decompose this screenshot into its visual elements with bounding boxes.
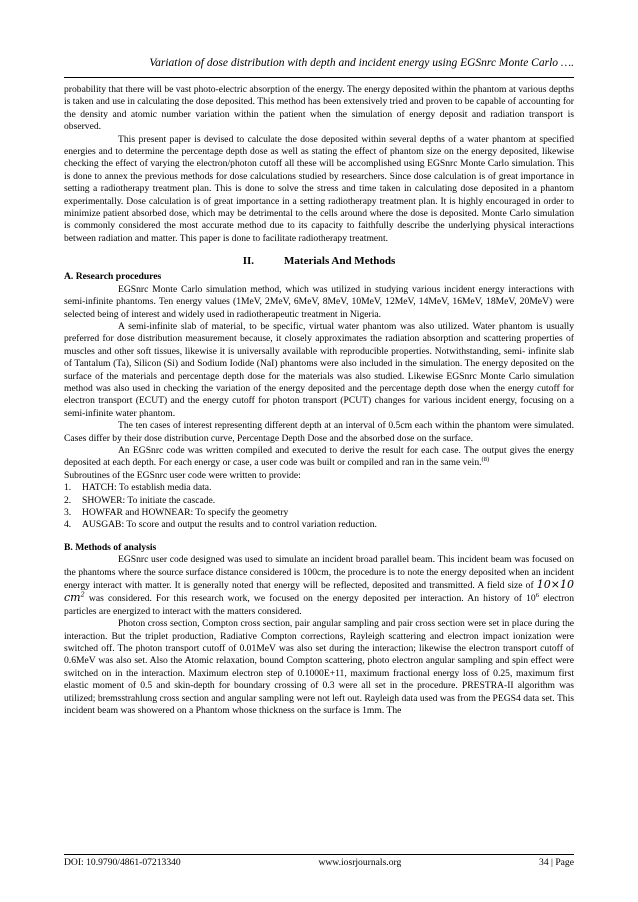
list-text: HOWFAR and HOWNEAR: To specify the geometry: [82, 507, 289, 518]
subsection-heading: B. Methods of analysis: [64, 541, 157, 553]
doi-text: DOI: 10.9790/4861-07213340: [64, 857, 181, 868]
paragraph: A semi-infinite slab of material, to be specific, virtual water phantom was also utilized. Water phantom is usually preferred for dose distribution measurement because, it closely approximates the radiation absorption and scattering properties of muscles and other soft tissues, likewise it is universally available with reproducible properties. Notwithstanding, semi- infinite slab of Tantalum (Ta), Silicon (Si) and Sodium Iodide (NaI) phantoms were also included in the simulation. The energy deposited on the surface of the materials and percentage depth dose for the materials was also studied. Likewise EGSnrc Monte Carlo simulation method was also used in checking the variation of the energy deposited and the percentage depth dose when the energy cutoff for electron transport (ECUT) and the energy cutoff for photon transport (PCUT) changes for various incident energy, focusing on a semi-infinite water phantom.: [64, 320, 574, 419]
subsection-heading: A. Research procedures: [64, 271, 162, 283]
section-heading: [64, 254, 574, 268]
list-text: AUSGAB: To score and output the results and to control variation reduction.: [82, 519, 377, 531]
formula-text: 10×10 cm: [64, 578, 574, 605]
list-item: [64, 519, 574, 531]
list-item: [64, 495, 574, 507]
paragraph: EGSnrc Monte Carlo simulation method, which was utilized in studying various incident energy interactions with semi-infinite phantoms. Ten energy values (1MeV, 2MeV, 6MeV, 8MeV, 10MeV, 12MeV, 14MeV, 16MeV, 18MeV, 20MeV) were selected being of interest and widely used in radiotherapeutic treatment in Nigeria.: [64, 283, 574, 320]
header-rule: [64, 77, 574, 78]
paragraph: The ten cases of interest representing different depth at an interval of 0.5cm each within the phantom were simulated. Cases differ by their dose distribution curve, Percentage Depth Dose and the absorbed dose on the surface.: [64, 420, 574, 444]
list-number: 1.: [64, 482, 72, 494]
section-title: Materials And Methods: [284, 255, 396, 268]
section-number: II.: [242, 255, 255, 268]
paragraph: [64, 445, 574, 470]
exponent: 6: [535, 592, 539, 600]
list-item: [64, 482, 574, 494]
paragraph: Subroutines of the EGSnrc user code were written to provide:: [64, 469, 301, 481]
list-item: [64, 507, 574, 519]
paragraph-text: EGSnrc user code designed was used to simulate an incident broad parallel beam. This incident beam was focused on the phantoms where the source surface distance considered is 100cm, the procedure is to note the energy deposited when an incident energy interact with matter. It is generally noted that energy will be reflected, deposited and transmitted. A field size of: [64, 554, 574, 592]
running-header: Variation of dose distribution with depth and incident energy using EGSnrc Monte Carlo ….: [149, 57, 574, 69]
list-number: 2.: [64, 494, 72, 506]
body-text: [64, 84, 574, 718]
paragraph-text: An EGSnrc code was written compiled and executed to derive the result for each case. The output gives the energy deposited at each depth. For each energy or case, a user code was built or compiled and ran in the same vein.: [64, 444, 574, 469]
list-text: HATCH: To establish media data.: [82, 482, 212, 494]
subroutine-list: [64, 482, 574, 532]
list-text: SHOWER: To initiate the cascade.: [82, 494, 216, 506]
paragraph: probability that there will be vast photo-electric absorption of the energy. The energy deposited within the phantom at various depths is taken and use in calculating the dose deposited. This method has been extensively tried and proven to be capable of accounting for the density and atomic number variation within the patient when the simulation of energy deposit and radiation transport is observed.: [64, 84, 575, 133]
citation-ref: (8): [481, 456, 490, 464]
paragraph: Photon cross section, Compton cross section, pair angular sampling and pair cross section were set in place during the interaction. But the triplet production, Radiative Compton corrections, Rayleigh scattering and electron impact ionization were switched off. The photon transport cutoff of 0.01MeV was also set during the interaction; likewise the electron transport cutoff of 0.6MeV was also set. Also the Atomic relaxation, bound Compton scattering, photo electron angular sampling and spin effect were switched on in the interaction. Maximum electron step of 0.1000E+11, maximum fractional energy loss of 0.25, maximum first elastic moment of 0.5 and skin-depth for boundary crossing of 0.3 were all set in the procedure. PRESTRA-II algorithm was utilized; bremsstrahlung cross section and angular sampling were not left out. Rayleigh data used was from the PEGS4 data set. This incident beam was showered on a Phantom whose thickness on the surface is 1mm. The: [64, 618, 574, 717]
list-number: 3.: [64, 507, 72, 518]
page-number: 34 | Page: [539, 857, 574, 868]
paragraph: [64, 554, 574, 618]
page-footer: [64, 857, 574, 869]
footer-rule: [64, 854, 574, 855]
paragraph-text: was considered. For this research work, we focused on the energy deposited per interaction. An history of 10: [84, 593, 536, 605]
formula-exponent: 2: [80, 590, 85, 599]
paragraph: This present paper is devised to calculate the dose deposited within several depths of a water phantom at specified energies and to determine the percentage depth dose as well as stating the effect of phantom size on the energy deposited, likewise checking the effect of varying the electron/photon cutoff all these will be accomplished using EGSnrc Monte Carlo simulation. This is done to annex the previous methods for dose calculations studied by researchers. Since dose calculation is of great importance in setting a radiotherapy treatment plan. This is done to solve the stress and time taken in calculating dose deposited in a phantom experimentally. Dose calculation is of great importance in a setting radiotherapy treatment plan. It is highly encouraged in order to minimize patient absorbed dose, which may be detrimental to the cells around where the dose is deposited. Monte Carlo simulation is commonly considered the most accurate method due to its capacity to faithfully describe the underlying physical interactions between radiation and matter. This paper is done to facilitate radiotherapy treatment.: [64, 133, 574, 244]
paragraph-text: electron particles are energized to interact with the matters considered.: [64, 593, 574, 617]
list-number: 4.: [64, 519, 72, 531]
journal-website: www.iosrjournals.org: [318, 857, 402, 868]
